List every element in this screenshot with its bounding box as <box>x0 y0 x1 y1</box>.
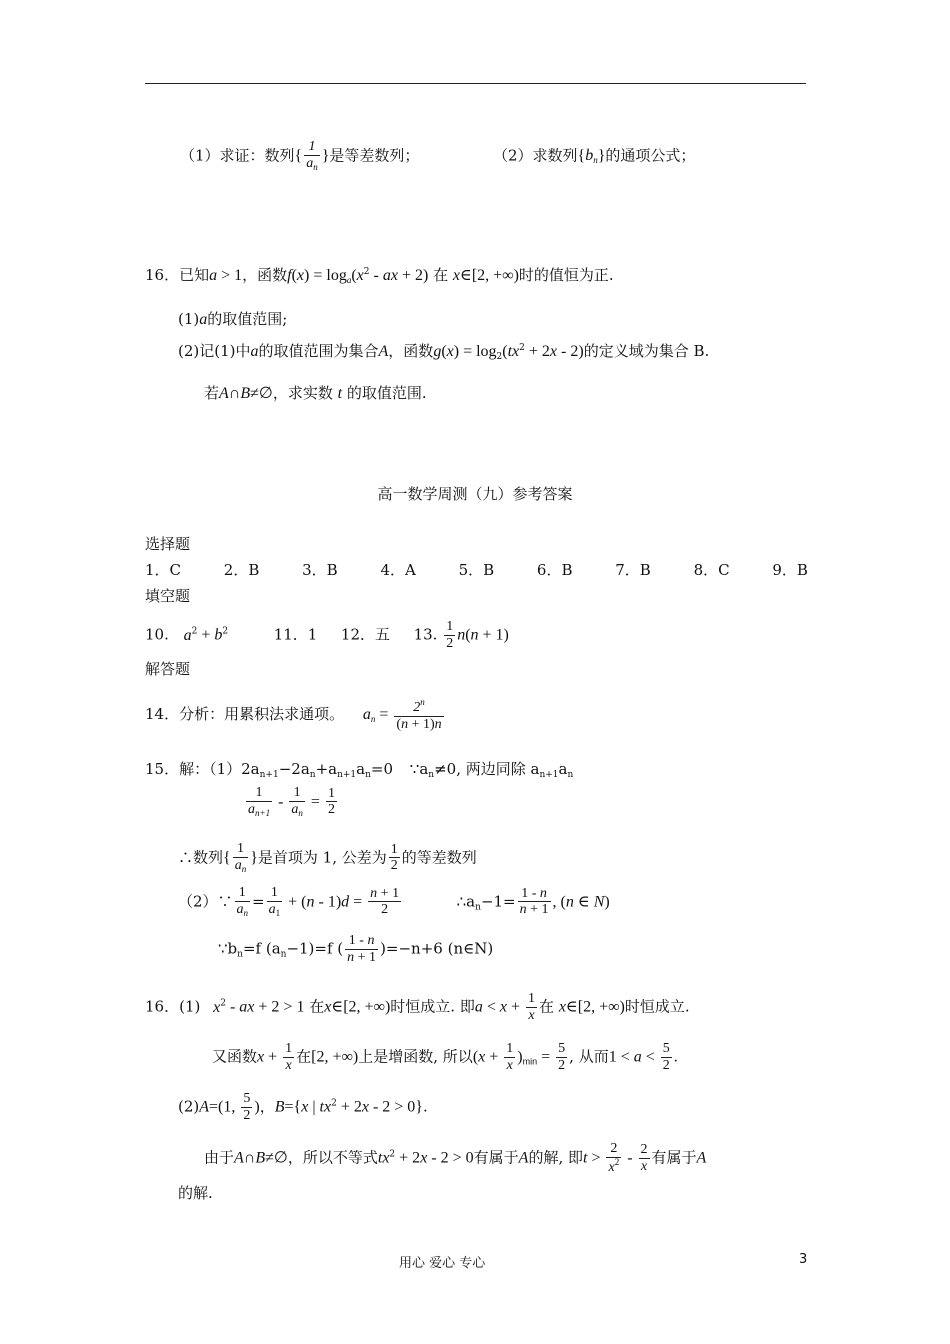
fill-answers: 10. $a^2 + b^2$ 11．1 12．五 13. $\frac{1}{2}$ n(n + 1) <box>145 619 509 651</box>
q16-text: ，求实数 <box>272 384 333 402</box>
q15-part2-suffix: 的通项公式； <box>605 146 696 165</box>
choice-heading: 选择题 <box>145 535 191 553</box>
a16-text: 在 <box>296 1047 312 1066</box>
q15-line: （1）求证：数列{ $\frac{1}{a_n}$ }是等差数列； （2）求数列$\{b_n\}$的通项公式； <box>180 139 696 172</box>
answer-16-part2: (2)A=(1, $\frac{5}{2}$ )，B={x | $tx^2 + 2x - 2 > 0$}. <box>178 1091 428 1123</box>
a15-text: ≠0, 两边同除 a <box>434 760 540 778</box>
choice-answer: 2．B <box>223 561 260 579</box>
q15-part2-prefix: （2）求数列 <box>493 146 578 165</box>
choice-answer: 4．A <box>380 561 416 579</box>
a15-text: ∴a <box>456 892 476 911</box>
q16-text: 的取值范围为集合 <box>258 342 379 360</box>
a15-text: 15．解：（1）2a <box>145 760 260 778</box>
answer-15-eq1: $\frac{1}{a_{n+1}}$ - $\frac{1}{a_n}$ = $\frac{1}{2}$ <box>248 785 335 818</box>
a15-text: ∵b <box>218 939 238 958</box>
q16-text: 若 <box>204 384 220 402</box>
q16-part1: (1)a的取值范围; <box>178 310 288 328</box>
fill-answer: 12．五 <box>340 625 390 644</box>
choice-answer: 3．B <box>302 561 338 579</box>
q16-statement: 16．已知a > 1，函数$f(x) = \log_a(x^2$ - ax + 2) 在 x∈[2, +∞)时的值恒为正. <box>145 266 614 285</box>
q16-text: 的取值范围. <box>346 384 427 402</box>
header-rule <box>145 83 806 84</box>
a16-text: 上是增函数, 所以 <box>358 1047 473 1066</box>
a16-text: 由于 <box>204 1148 235 1167</box>
a16-text: ， <box>259 1097 275 1116</box>
a15-text: 的等差数列 <box>401 848 477 867</box>
choice-answer: 8．C <box>693 561 730 579</box>
q16-part2: (2)记(1)中a的取值范围为集合A，函数$g(x) = \log_2(tx^2 + 2x - 2)$的定义域为集合 B. <box>178 342 710 362</box>
a16-text: . <box>422 1097 428 1116</box>
a16-text: 又函数 <box>212 1047 258 1066</box>
q15-part1-suffix: 是等差数列； <box>329 146 420 165</box>
answer-16-increasing: 又函数x + $\frac{1}{x}$ 在[2, +∞)上是增函数, 所以(x + $\frac{1}{x}$ )$_{min}$ = $\frac{5}{2}$ , 从而1 < a < $\frac{5}{2}$ . <box>212 1041 678 1073</box>
a16-text: 有属于 <box>651 1148 697 1167</box>
a16-text: 的解, 即 <box>528 1148 583 1167</box>
a15-text: （2）∵ <box>178 892 233 911</box>
q16-text: 的取值范围; <box>207 310 288 328</box>
q16-text: (1) <box>178 310 200 328</box>
fill-number: 10. <box>145 625 169 644</box>
q16-text: ，函数 <box>388 342 434 360</box>
a14-frac: $\frac{2^n}{(n + 1)n}$ <box>396 697 442 732</box>
q16-text: 的定义域为集合 B. <box>583 342 710 360</box>
a15-text: 是首项为 1, 公差为 <box>257 848 387 867</box>
answer-14: 14．分析：用累积法求通项。 $a_n$ = $\frac{2^n}{(n + 1)n}$ <box>145 697 442 732</box>
q16-part3: 若A∩B≠∅，求实数 t 的取值范围. <box>204 384 427 402</box>
answer-16-last: 由于A∩B≠∅，所以不等式$tx^2 + 2x - 2 > 0$有属于A的解, 即t > $\frac{2}{x^2}$ - $\frac{2}{x}$ 有属于A <box>204 1141 707 1175</box>
answer-16-part1: 16．(1) $x^2$ - ax + 2 > 1 在x∈[2, +∞)时恒成立. 即a < x + $\frac{1}{x}$ 在 x∈[2, +∞)时恒成立. <box>145 991 690 1023</box>
footer-motto: 用心 爱心 专心 <box>399 1256 486 1271</box>
q16-number: 16．已知 <box>145 266 210 284</box>
choice-answer: 5．B <box>458 561 495 579</box>
choice-answer: 9．B <box>772 561 808 579</box>
choice-answer: 1．C <box>145 561 182 579</box>
fill-13-frac: $\frac{1}{2}$ <box>446 619 454 651</box>
a16-text: 在 <box>539 997 555 1016</box>
q15-frac-1-over-an: $\frac{1}{a_n}$ <box>306 139 318 172</box>
fill-answer: 11．1 <box>273 625 318 644</box>
answer-15-line1: 15．解：$(1)2a_{n+1}-2a_n+a_{n+1}a_n=0$ $\because a_n\ne 0$, 两边同除 $a_{n+1}a_n$ <box>145 760 574 780</box>
page-number: 3 <box>799 1252 808 1267</box>
a15-text: )=−n+6 (n∈N) <box>380 939 494 958</box>
answer-15-part2: （2）∵ $\frac{1}{a_n}$ = $\frac{1}{a_1}$ + (n - 1)d = $\frac{n + 1}{2}$ $\therefore a_n-1=$ $\frac{1 - n}{n + 1}$ , (n ∈ N) <box>178 885 610 918</box>
a16-text: 在 <box>309 997 325 1016</box>
choice-answer: 6．B <box>536 561 573 579</box>
solve-heading: 解答题 <box>145 660 191 678</box>
answer-15-conclusion: ∴数列{ $\frac{1}{a_n}$ }是首项为 1, 公差为 $\frac{1}{2}$ 的等差数列 <box>178 841 477 874</box>
q16-text: 在 <box>433 266 449 284</box>
answer-16-last-tail: 的解. <box>178 1184 213 1202</box>
a16-text: 有属于 <box>473 1148 519 1167</box>
a15-text: ∴数列 <box>178 848 224 867</box>
fill-number: 13. <box>413 625 438 644</box>
a16-text: 时恒成立. 即 <box>390 997 475 1016</box>
fill-heading: 填空题 <box>145 587 191 605</box>
a16-text: (2) <box>178 1097 200 1116</box>
a16-text: ，所以不等式 <box>287 1148 378 1167</box>
q16-text: 时的值恒为正. <box>518 266 614 284</box>
choice-answer: 7．B <box>615 561 651 579</box>
a16-text: 16．(1) <box>145 997 201 1016</box>
q16-text: ，函数 <box>242 266 288 284</box>
answer-15-bn: $\because b_n=f$ $(a_n-1)=f$ ( $\frac{1 - n}{n + 1}$ )=−n+6 (n∈N) <box>218 933 494 965</box>
a14-text: 14．分析：用累积法求通项。 <box>145 705 345 724</box>
q16-text: (2)记(1)中 <box>178 342 251 360</box>
q15-part1-prefix: （1）求证：数列 <box>180 146 295 165</box>
a16-text: , 从而 <box>569 1047 609 1066</box>
answers-title: 高一数学周测（九）参考答案 <box>377 485 573 503</box>
a16-text: 时恒成立. <box>624 997 690 1016</box>
choice-answers <box>145 561 808 579</box>
